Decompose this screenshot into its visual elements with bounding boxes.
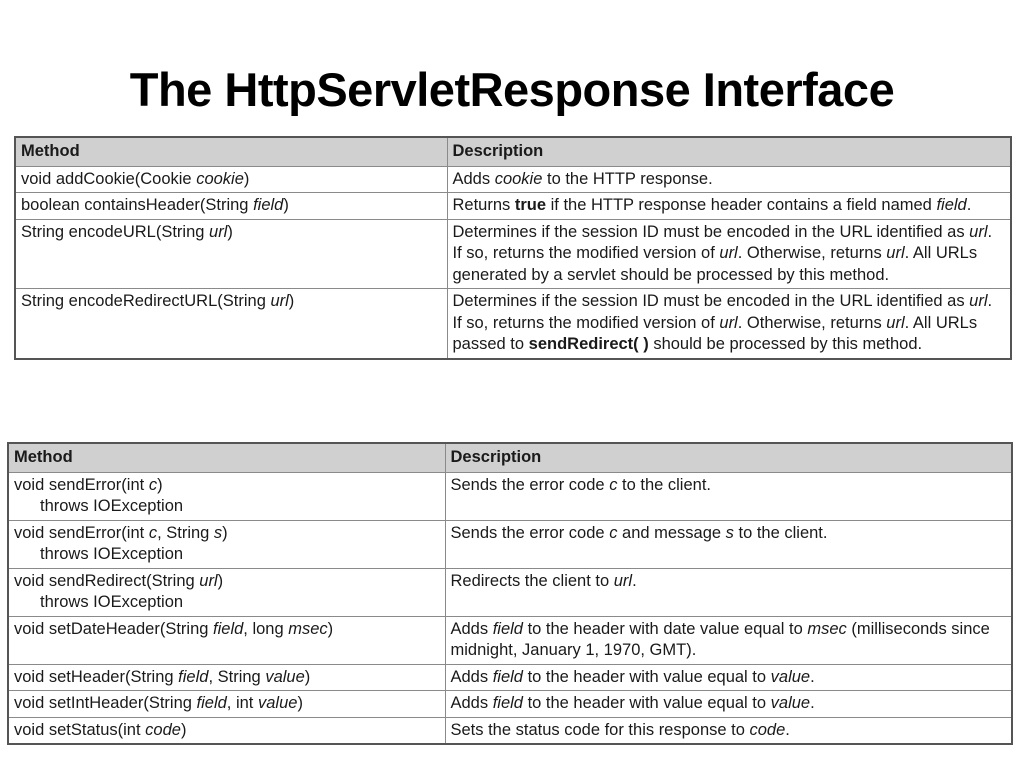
param-name: cookie <box>196 169 244 188</box>
param-name: value <box>770 694 811 712</box>
param-name: msec <box>288 619 328 638</box>
method-signature: String encodeRedirectURL(String url) <box>15 289 447 359</box>
table-row <box>8 568 1012 616</box>
table-row <box>8 520 1012 568</box>
method-description: Determines if the session ID must be encoded in the URL identified as url. If so, returns the modified version of url. Otherwise, returns url. All URLs generated by a servlet should be processed by this method. <box>447 219 1011 289</box>
table-body <box>8 472 1012 744</box>
method-description: Adds cookie to the HTTP response. <box>447 166 1011 193</box>
table-row <box>8 616 1012 664</box>
param-name: code <box>749 720 786 739</box>
method-signature: void setStatus(int code) <box>8 717 445 744</box>
table-header-row <box>15 137 1011 166</box>
method-description: Sends the error code c and message s to the client. <box>445 520 1012 568</box>
method-signature: void setIntHeader(String field, int value) <box>8 691 445 718</box>
param-name: c <box>148 475 158 494</box>
method-signature: void setHeader(String field, String value) <box>8 664 445 691</box>
methods-table-2 <box>7 442 1013 745</box>
table-row <box>15 193 1011 220</box>
slide-title: The HttpServletResponse Interface <box>129 63 895 116</box>
param-name: value <box>770 667 811 686</box>
param-name: code <box>145 720 181 739</box>
param-name: url <box>969 222 988 241</box>
table-row <box>8 717 1012 744</box>
method-description: Adds field to the header with value equal to value. <box>445 691 1012 718</box>
param-name: c <box>609 523 618 542</box>
table-row <box>8 691 1012 718</box>
param-name: msec <box>807 619 847 638</box>
param-name: cookie <box>494 169 543 188</box>
param-name: field <box>213 619 244 638</box>
param-name: value <box>265 667 305 686</box>
param-name: field <box>196 694 227 712</box>
param-name: url <box>969 292 988 310</box>
table-row <box>15 219 1011 289</box>
method-signature: void addCookie(Cookie cookie) <box>15 166 447 193</box>
param-name: url <box>719 244 738 262</box>
methods-table-1 <box>14 136 1012 360</box>
table-row <box>8 472 1012 520</box>
method-description: Sets the status code for this response to code. <box>445 717 1012 744</box>
column-header-method: Method <box>8 443 445 472</box>
method-description: Sends the error code c to the client. <box>445 472 1012 520</box>
method-signature: void sendError(int c) throws IOException <box>8 472 445 520</box>
method-signature: void sendRedirect(String url) throws IOException <box>8 568 445 616</box>
column-header-description: Description <box>445 443 1012 472</box>
table-header-row <box>8 443 1012 472</box>
param-name: field <box>492 619 523 638</box>
param-name: s <box>725 523 734 542</box>
table-row <box>15 289 1011 359</box>
column-header-description: Description <box>447 137 1011 166</box>
keyword: sendRedirect( ) <box>528 335 649 353</box>
param-name: field <box>936 196 967 214</box>
param-name: s <box>213 523 223 542</box>
param-name: field <box>178 667 209 686</box>
throws-clause: throws IOException <box>40 593 184 611</box>
column-header-method: Method <box>15 137 447 166</box>
param-name: url <box>886 244 905 262</box>
param-name: url <box>886 313 905 332</box>
method-description: Redirects the client to url. <box>445 568 1012 616</box>
table-row <box>8 664 1012 691</box>
throws-clause: throws IOException <box>40 497 184 515</box>
table-row <box>15 166 1011 193</box>
param-name: field <box>492 667 523 686</box>
method-description: Determines if the session ID must be encoded in the URL identified as url. If so, returns the modified version of url. Otherwise, returns url. All URLs passed to sendRedirect( ) should be processed by this method. <box>447 289 1011 359</box>
method-description: Returns true if the HTTP response header contains a field named field. <box>447 193 1011 220</box>
throws-clause: throws IOException <box>40 545 184 563</box>
param-name: url <box>719 313 738 332</box>
keyword: true <box>514 196 547 214</box>
method-description: Adds field to the header with date value equal to msec (milliseconds since midnight, January 1, 1970, GMT). <box>445 616 1012 664</box>
method-signature: boolean containsHeader(String field) <box>15 193 447 220</box>
method-signature: void sendError(int c, String s) throws IOException <box>8 520 445 568</box>
method-signature: void setDateHeader(String field, long msec) <box>8 616 445 664</box>
method-description: Adds field to the header with value equal to value. <box>445 664 1012 691</box>
param-name: url <box>613 571 633 590</box>
param-name: c <box>609 475 618 494</box>
param-name: url <box>199 571 218 590</box>
param-name: field <box>492 694 523 712</box>
param-name: value <box>257 694 298 712</box>
param-name: url <box>270 292 289 310</box>
param-name: field <box>253 196 284 214</box>
param-name: c <box>148 523 158 542</box>
method-signature: String encodeURL(String url) <box>15 219 447 289</box>
table-body <box>15 166 1011 359</box>
param-name: url <box>209 222 228 241</box>
